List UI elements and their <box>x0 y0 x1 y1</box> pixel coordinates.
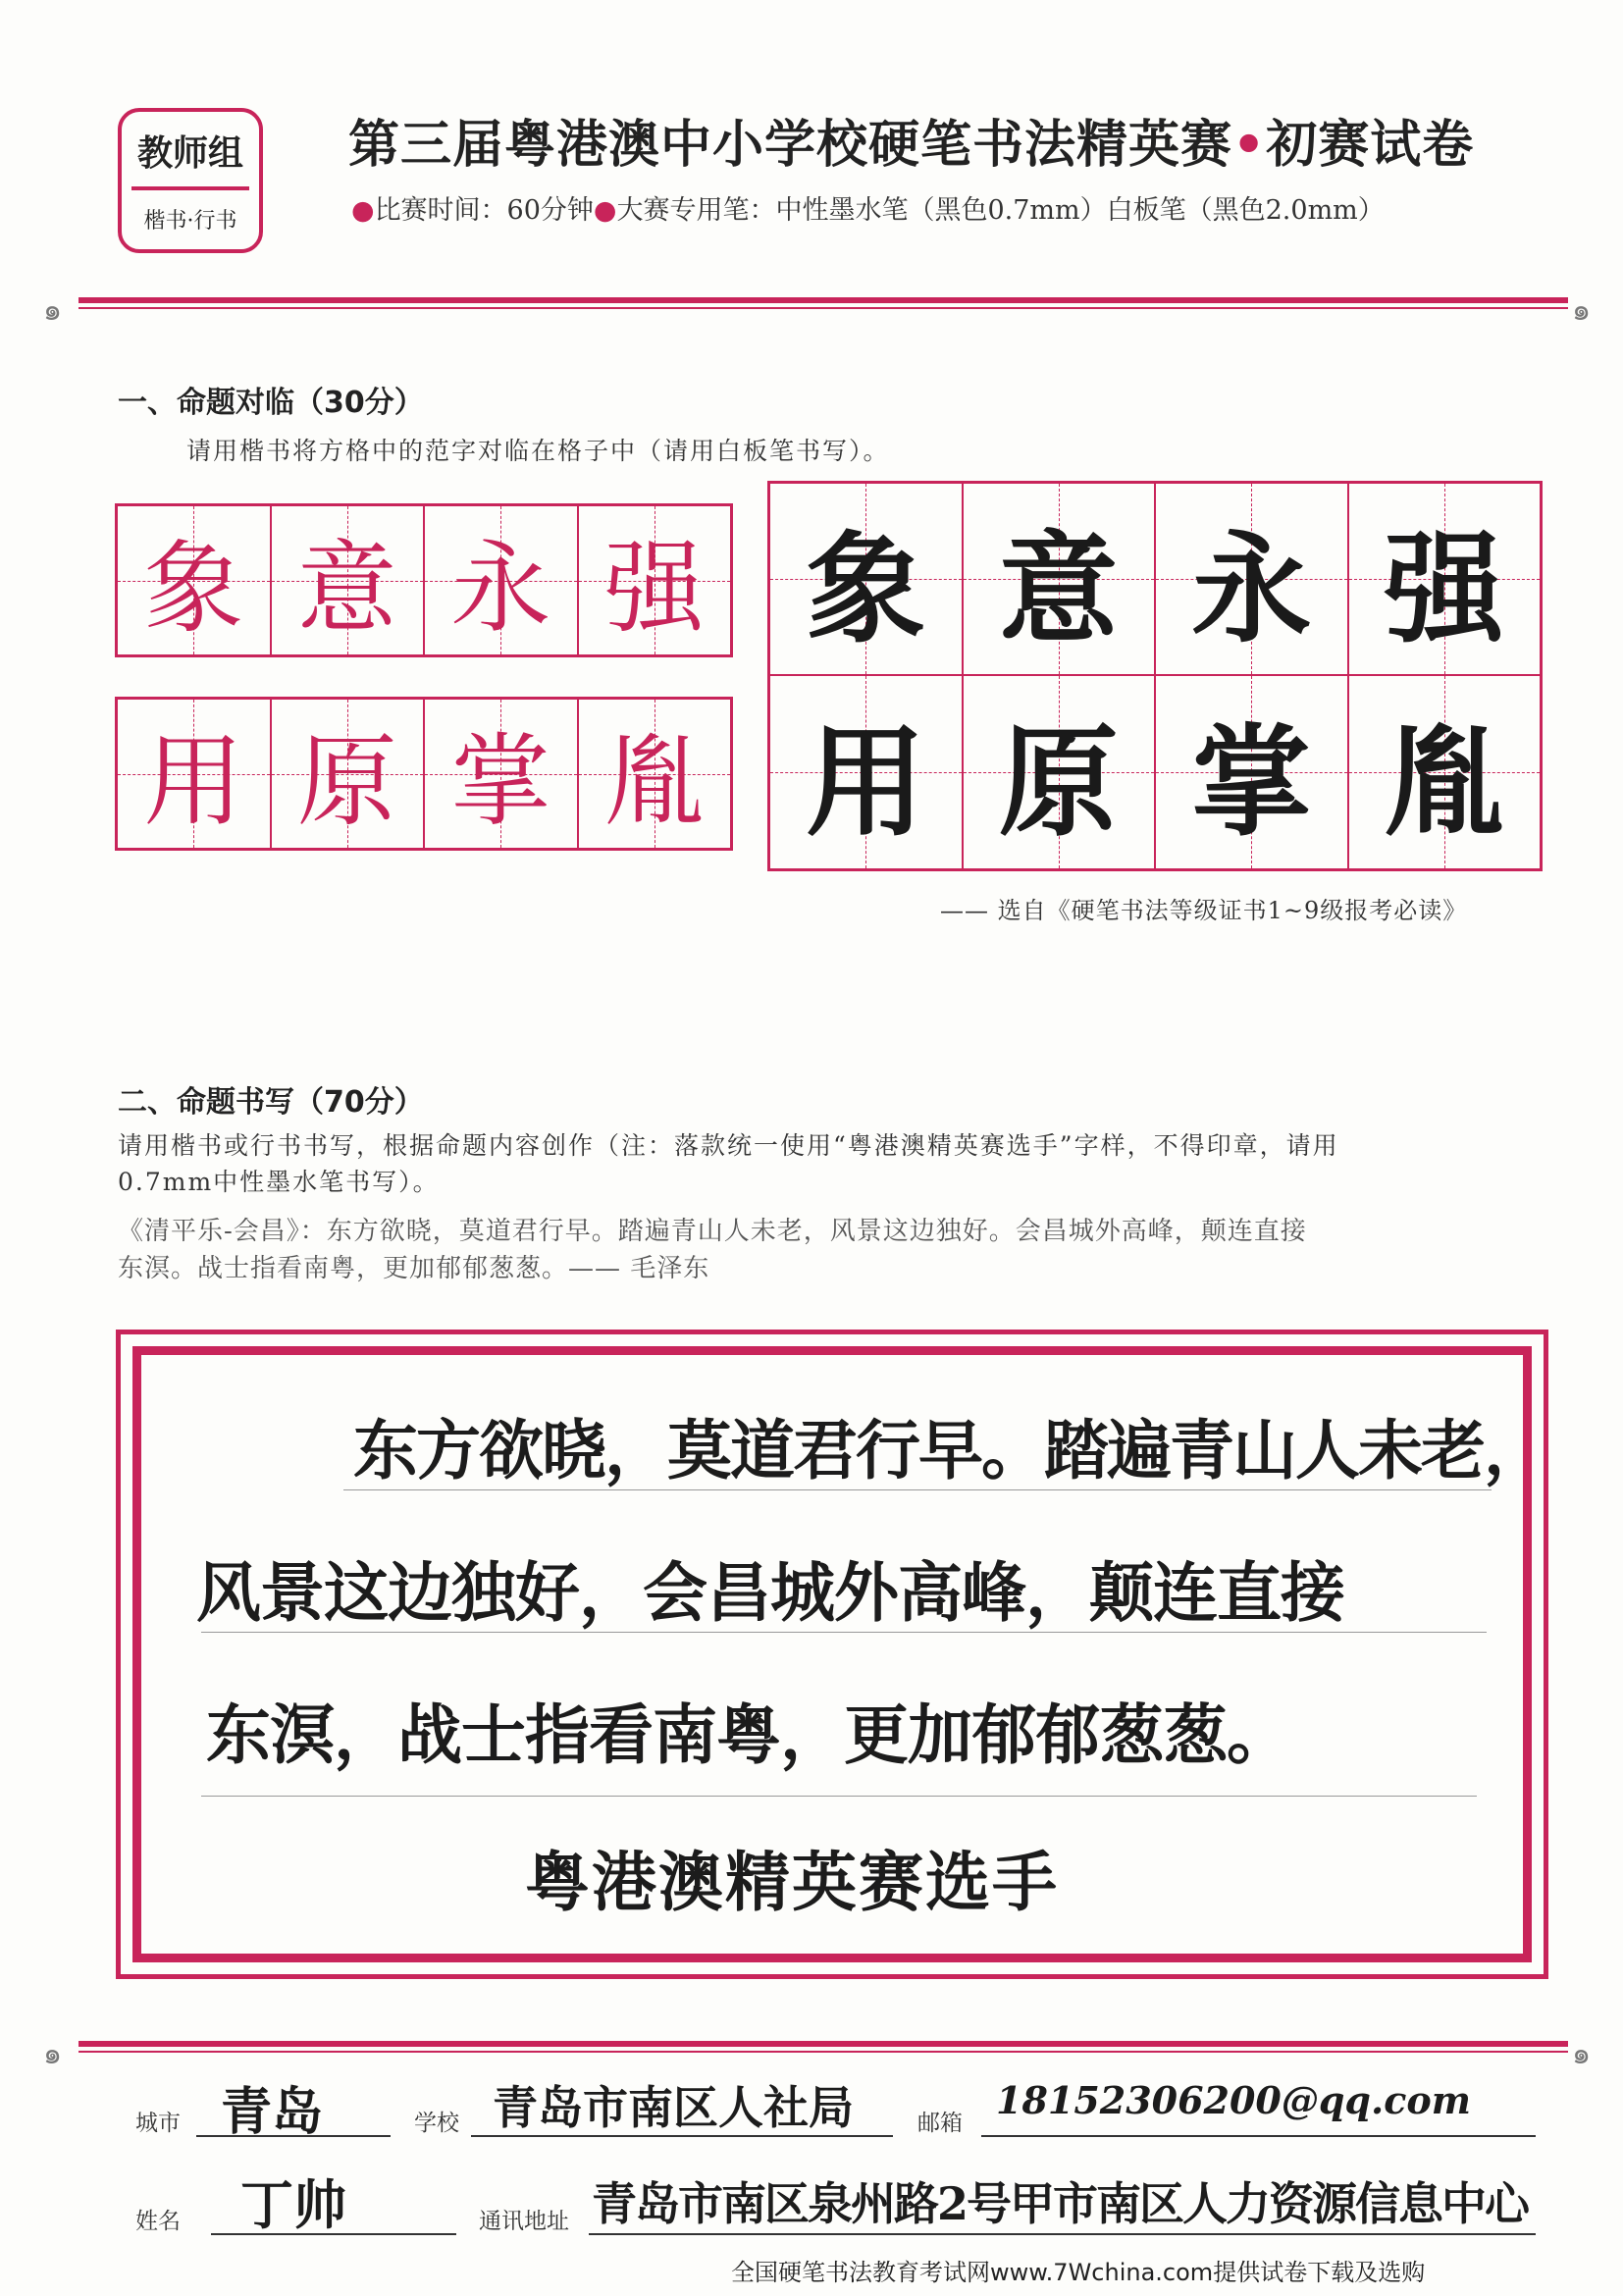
handwriting-line3: 东溟，战士指看南粤，更加郁郁葱葱。 <box>206 1696 1290 1773</box>
school-underline <box>471 2135 893 2137</box>
copy-char: 掌 <box>1191 710 1312 853</box>
copy-char: 象 <box>806 517 926 659</box>
address-label: 通讯地址 <box>479 2209 569 2234</box>
source-citation: —— 选自《硬笔书法等级证书1~9级报考必读》 <box>940 897 1468 924</box>
header-divider <box>79 297 1568 311</box>
copy-cell <box>1154 484 1347 674</box>
handwriting-line2: 风景这边独好，会昌城外高峰，颠连直接 <box>196 1554 1344 1631</box>
model-grid-row1 <box>115 503 733 657</box>
address-underline <box>589 2233 1536 2235</box>
swirl-ornament-icon: ๑ <box>1572 293 1592 328</box>
badge-divider <box>131 186 249 190</box>
copy-grid-row2 <box>770 676 1540 868</box>
model-char: 胤 <box>603 723 705 841</box>
model-char: 意 <box>296 530 397 648</box>
poem-line2: 东溟。战士指看南粤，更加郁郁葱葱。—— 毛泽东 <box>118 1254 710 1283</box>
copy-cell <box>1347 676 1541 868</box>
school-label: 学校 <box>414 2111 459 2136</box>
copy-grid-row1 <box>770 484 1540 676</box>
model-cell <box>577 700 731 848</box>
group-badge <box>118 108 263 253</box>
pen-label: 大赛专用笔：中性墨水笔（黑色0.7mm）白板笔（黑色2.0mm） <box>616 195 1385 226</box>
copy-cell <box>1154 676 1347 868</box>
model-char: 永 <box>450 530 551 648</box>
title-dot: • <box>1232 116 1267 175</box>
section2-title: 二、命题书写（70分） <box>118 1085 424 1120</box>
city-value[interactable]: 青岛 <box>221 2082 324 2142</box>
email-value[interactable]: 18152306200@qq.com <box>996 2078 1471 2122</box>
copy-char: 永 <box>1191 517 1312 659</box>
group-badge-label: 教师组 <box>136 133 243 174</box>
copy-char: 强 <box>1384 517 1504 659</box>
signature: 粤港澳精英赛选手 <box>525 1844 1059 1920</box>
model-cell <box>270 506 424 654</box>
copy-cell <box>962 484 1155 674</box>
writing-guide-line <box>201 1632 1487 1633</box>
poem-line1: 《清平乐-会昌》：东方欲晓，莫道君行早。踏遍青山人未老，风景这边独好。会昌城外高峰，颠连直接 <box>118 1217 1307 1246</box>
copy-char: 用 <box>806 710 926 853</box>
section2-instruction-line1: 请用楷书或行书书写，根据命题内容创作（注：落款统一使用“粤港澳精英赛选手”字样，不得印章，请用 <box>118 1131 1339 1160</box>
city-label: 城市 <box>135 2111 181 2136</box>
copy-cell <box>1347 484 1541 674</box>
model-cell <box>423 506 577 654</box>
model-cell <box>423 700 577 848</box>
school-value[interactable]: 青岛市南区人社局 <box>493 2081 854 2134</box>
copy-grid[interactable] <box>767 481 1543 871</box>
name-label: 姓名 <box>135 2209 181 2234</box>
handwriting-line1: 东方欲晓，莫道君行早。踏遍青山人未老， <box>353 1412 1546 1488</box>
copy-cell <box>962 676 1155 868</box>
page-title <box>348 103 1474 177</box>
copy-char: 原 <box>998 710 1119 853</box>
title-main: 第三届粤港澳中小学校硬笔书法精英赛 <box>348 116 1233 175</box>
time-label: 比赛时间：60分钟 <box>374 195 594 226</box>
email-underline <box>981 2135 1536 2137</box>
model-cell <box>270 700 424 848</box>
city-underline <box>196 2135 391 2137</box>
section1-title: 一、命题对临（30分） <box>118 386 424 420</box>
model-cell <box>118 506 270 654</box>
swirl-ornament-icon: ๑ <box>1572 2037 1592 2071</box>
email-label: 邮箱 <box>917 2111 963 2136</box>
title-stage: 初赛试卷 <box>1266 116 1475 175</box>
swirl-ornament-icon: ๑ <box>43 2037 63 2071</box>
name-underline <box>211 2233 456 2235</box>
address-value[interactable]: 青岛市南区泉州路2号甲市南区人力资源信息中心 <box>592 2177 1529 2230</box>
model-cell <box>118 700 270 848</box>
model-grid-row2 <box>115 697 733 851</box>
copy-cell <box>770 484 962 674</box>
model-cell <box>577 506 731 654</box>
name-value[interactable]: 丁帅 <box>240 2173 346 2236</box>
bullet-icon: ● <box>351 195 375 226</box>
section1-instruction: 请用楷书将方格中的范字对临在格子中（请用白板笔书写）。 <box>186 437 890 465</box>
model-char: 强 <box>603 530 705 648</box>
copy-cell <box>770 676 962 868</box>
model-char: 原 <box>296 723 397 841</box>
style-badge-label: 楷书·行书 <box>143 209 237 234</box>
writing-guide-line <box>201 1796 1477 1797</box>
bullet-icon: ● <box>593 195 617 226</box>
footer-note: 全国硬笔书法教育考试网www.7Wchina.com提供试卷下载及选购 <box>731 2259 1426 2286</box>
model-char: 掌 <box>450 723 551 841</box>
model-char: 用 <box>143 723 244 841</box>
model-char: 象 <box>143 530 244 648</box>
section2-instruction-line2: 0.7mm中性墨水笔书写）。 <box>118 1168 440 1196</box>
footer-divider <box>79 2041 1568 2055</box>
writing-guide-line <box>343 1489 1492 1490</box>
copy-char: 意 <box>998 517 1119 659</box>
exam-info <box>351 188 1385 227</box>
copy-char: 胤 <box>1384 710 1504 853</box>
swirl-ornament-icon: ๑ <box>43 293 63 328</box>
